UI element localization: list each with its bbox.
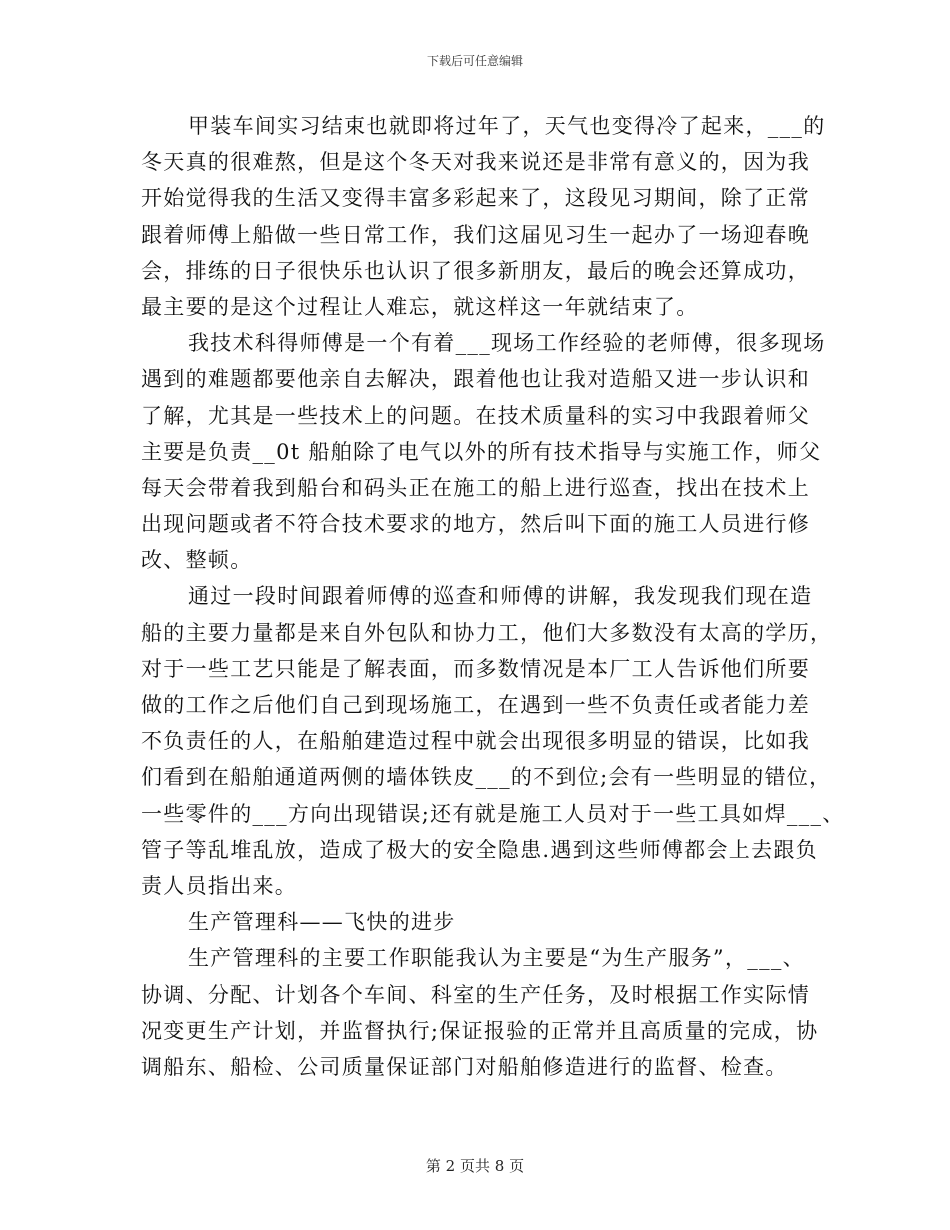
text-line: 做的工作之后他们自己到现场施工，在遇到一些不负责任或者能力差 bbox=[141, 693, 810, 717]
text-line: 了解，尤其是一些技术上的问题。在技术质量科的实习中我跟着师父 bbox=[141, 403, 810, 428]
text-line: 出现问题或者不符合技术要求的地方，然后叫下面的施工人员进行修 bbox=[141, 512, 810, 537]
section-heading: 生产管理科——飞快的进步 bbox=[188, 910, 456, 935]
text-line: 协调、分配、计划各个车间、科室的生产任务，及时根据工作实际情 bbox=[141, 982, 810, 1007]
text-line: 生产管理科的主要工作职能我认为主要是“为生产服务”，___、 bbox=[188, 946, 805, 971]
text-line: 调船东、船检、公司质量保证部门对船舶修造进行的监督、检查。 bbox=[141, 1054, 788, 1079]
text-line: 们看到在船舶通道两侧的墙体铁皮___的不到位;会有一些明显的错位， bbox=[141, 765, 832, 790]
text-line: 船的主要力量都是来自外包队和协力工，他们大多数没有太高的学历， bbox=[141, 620, 833, 645]
text-line: 遇到的难题都要他亲自去解决，跟着他也让我对造船又进一步认识和 bbox=[141, 367, 810, 392]
text-line: 通过一段时间跟着师傅的巡查和师傅的讲解，我发现我们现在造 bbox=[188, 584, 813, 609]
page-number: 第 2 页共 8 页 bbox=[425, 1157, 525, 1175]
text-line: 对于一些工艺只能是了解表面，而多数情况是本厂工人告诉他们所要 bbox=[141, 656, 810, 681]
text-line: 开始觉得我的生活又变得丰富多彩起来了，这段见习期间，除了正常 bbox=[141, 186, 810, 211]
text-line: 责人员指出来。 bbox=[141, 873, 298, 898]
text-line: 每天会带着我到船台和码头正在施工的船上进行巡查，找出在技术上 bbox=[141, 475, 810, 500]
text-line: 改、整顿。 bbox=[141, 548, 253, 573]
text-line: 况变更生产计划，并监督执行;保证报验的正常并且高质量的完成，协 bbox=[141, 1018, 819, 1043]
text-line: 不负责任的人，在船舶建造过程中就会出现很多明显的错误，比如我 bbox=[141, 729, 810, 754]
text-line: 会，排练的日子很快乐也认识了很多新朋友，最后的晚会还算成功， bbox=[141, 258, 810, 283]
text-line: 冬天真的很难熬，但是这个冬天对我来说还是非常有意义的，因为我 bbox=[141, 150, 810, 175]
text-line: 一些零件的___方向出现错误;还有就是施工人员对于一些工具如焊___、 bbox=[141, 801, 845, 826]
text-line: 主要是负责__0t 船舶除了电气以外的所有技术指导与实施工作，师父 bbox=[141, 439, 822, 464]
text-line: 最主要的是这个过程让人难忘，就这样这一年就结束了。 bbox=[141, 294, 699, 319]
text-line: 管子等乱堆乱放，造成了极大的安全隐患.遇到这些师傅都会上去跟负 bbox=[141, 837, 818, 862]
text-line: 甲装车间实习结束也就即将过年了，天气也变得冷了起来，___的 bbox=[188, 114, 826, 138]
text-line: 跟着师傅上船做一些日常工作，我们这届见习生一起办了一场迎春晚 bbox=[141, 222, 810, 247]
text-line: 我技术科得师傅是一个有着___现场工作经验的老师傅，很多现场 bbox=[188, 331, 826, 356]
document-body bbox=[141, 108, 845, 1085]
page-header: 下载后可任意编辑 bbox=[426, 54, 523, 68]
